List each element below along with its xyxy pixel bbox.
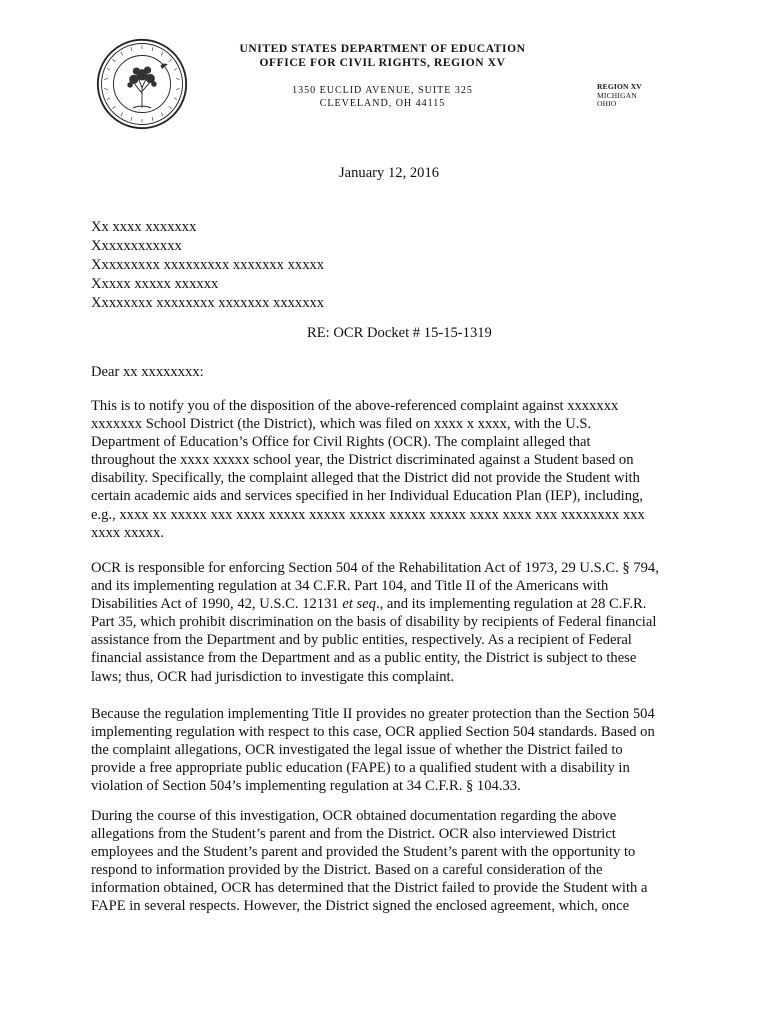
text-line: and its implementing regulation at 34 C.F.R. Part 104, and Title II of the Americans with	[91, 578, 609, 595]
text-line: provide a free appropriate public education (FAPE) to a qualified student with a disability in	[91, 760, 630, 777]
region-block	[597, 83, 642, 109]
text-line: throughout the xxxx xxxxx school year, the District discriminated against a Student based on	[91, 452, 634, 469]
address-line: Xxxxxxxxx xxxxxxxxx xxxxxxx xxxxx	[91, 256, 325, 273]
street-address: 1350 EUCLID AVENUE, SUITE 325	[292, 85, 473, 96]
letterhead-address	[200, 84, 565, 110]
text-line	[91, 595, 687, 613]
text-line: certain academic aids and services specified in her Individual Education Plan (IEP), including,	[91, 488, 643, 505]
region-state: OHIO	[597, 99, 617, 108]
region-state: MICHIGAN	[597, 90, 637, 100]
italic-citation: et seq	[342, 596, 376, 613]
office-name: OFFICE FOR CIVIL RIGHTS, REGION XV	[259, 57, 506, 69]
paragraph-investigation	[91, 807, 687, 916]
reference-line: RE: OCR Docket # 15-15-1319	[307, 325, 492, 341]
text-line: assistance from the Department and by public entities, respectively. As a recipient of Federal	[91, 632, 632, 649]
text-line: xxxx xxxxx.	[91, 524, 164, 541]
text-line: OCR is responsible for enforcing Section 504 of the Rehabilitation Act of 1973, 29 U.S.C. § 794,	[91, 560, 659, 576]
address-line: Xxxxxxxx xxxxxxxx xxxxxxx xxxxxxx	[91, 294, 325, 311]
text-line: violation of Section 504’s implementing regulation at 34 C.F.R. § 104.33.	[91, 778, 521, 795]
text-line: disability. Specifically, the complaint alleged that the District did not provide the Student with	[91, 470, 640, 487]
text-line: Because the regulation implementing Title II provides no greater protection than the Section 504	[91, 706, 655, 722]
letterhead-agency	[200, 42, 565, 70]
letter-date: January 12, 2016	[338, 165, 440, 181]
text-line: employees and the Student’s parent and provided the Student’s parent with the opportunity to	[91, 844, 636, 861]
text-line: During the course of this investigation, OCR obtained documentation regarding the above	[91, 808, 617, 824]
address-line: Xxxxx xxxxx xxxxxx	[91, 275, 219, 292]
paragraph-notification	[91, 397, 687, 542]
text-line: allegations from the Student’s parent and from the District. OCR also interviewed District	[91, 826, 616, 843]
salutation: Dear xx xxxxxxxx:	[91, 364, 204, 380]
text-line: xxxxxxx School District (the District), which was filed on xxxx x xxxx, with the U.S.	[91, 416, 592, 433]
recipient-address	[91, 218, 687, 313]
text-line: Part 35, which prohibit discrimination on the basis of disability by recipients of Federal financial	[91, 614, 657, 631]
text-segment: Disabilities Act of 1990, 42, U.S.C. 12131	[91, 596, 343, 613]
text-line: the complaint allegations, OCR investigated the legal issue of whether the District failed to	[91, 742, 623, 759]
text-line: This is to notify you of the disposition of the above-referenced complaint against xxxxxxx	[91, 398, 619, 414]
city-state-zip: CLEVELAND, OH 44115	[319, 98, 446, 109]
address-line: Xxxxxxxxxxxx	[91, 237, 182, 254]
address-line: Xx xxxx xxxxxxx	[91, 219, 197, 235]
agency-name: UNITED STATES DEPARTMENT OF EDUCATION	[239, 43, 526, 55]
text-line: financial assistance from the Department and as a public entity, the District is subject to these	[91, 650, 637, 667]
paragraph-legal-issue	[91, 705, 687, 795]
paragraph-jurisdiction	[91, 559, 687, 686]
text-line: FAPE in several respects. However, the District signed the enclosed agreement, which, once	[91, 898, 630, 915]
text-line: implementing regulation with respect to this case, OCR applied Section 504 standards. Based on	[91, 724, 655, 741]
region-title: REGION XV	[597, 82, 642, 91]
department-of-education-seal	[96, 38, 188, 130]
text-line: laws; thus, OCR had jurisdiction to investigate this complaint.	[91, 668, 455, 685]
text-line: information obtained, OCR has determined that the District failed to provide the Student with a	[91, 880, 648, 897]
text-line: respond to information provided by the District. Based on a careful consideration of the	[91, 862, 603, 879]
text-line: Department of Education’s Office for Civil Rights (OCR). The complaint alleged that	[91, 434, 591, 451]
text-segment: ., and its implementing regulation at 28 C.F.R.	[375, 596, 647, 613]
text-line: e.g., xxxx xx xxxxx xxx xxxx xxxxx xxxxx xxxxx xxxxx xxxxx xxxx xxxx xxx xxxxxxxx xxx	[91, 506, 645, 523]
